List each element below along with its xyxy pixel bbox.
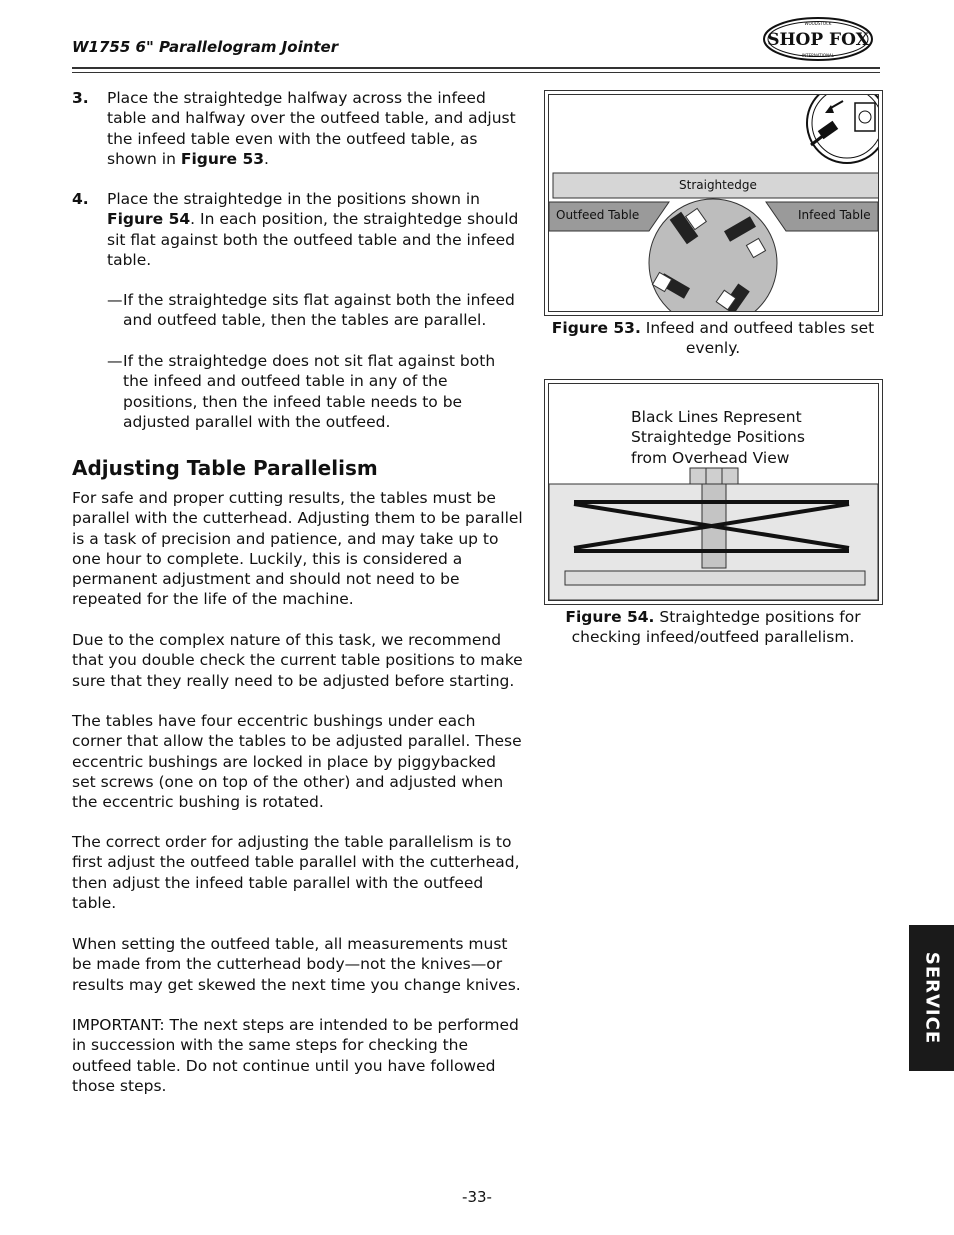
page-number: -33- [462, 1188, 492, 1206]
figure-53-caption [548, 318, 878, 359]
bullet-text: If the straightedge does not sit flat against both the infeed and outfeed table in any of the positions, then the infeed table needs to be adjusted parallel with the outfeed. [123, 352, 496, 431]
figure-54-illustration [548, 383, 879, 601]
section-tab-service [909, 925, 954, 1071]
figure-54-caption [560, 607, 866, 648]
step-text: Place the straightedge halfway across the infeed table and halfway over the outfeed table, and adjust the infeed table even with the outfeed table, as shown in [107, 89, 516, 168]
straightedge-label: Straightedge [679, 178, 757, 192]
step-number: 3. [72, 89, 89, 107]
header-rule-thin [72, 72, 880, 73]
section-heading: Adjusting Table Parallelism [72, 456, 378, 480]
dash-mark: — [107, 352, 123, 370]
note-line: Black Lines Represent [631, 408, 802, 426]
note-line: Straightedge Positions [631, 428, 805, 447]
section-tab-label: SERVICE [921, 951, 942, 1045]
step-4 [72, 189, 524, 270]
caption-text: Infeed and outfeed tables set evenly. [645, 319, 875, 358]
figure-54-frame [544, 379, 883, 605]
document-title: W1755 6" Parallelogram Jointer [72, 38, 339, 56]
figure-reference: Figure 54 [107, 210, 191, 229]
paragraph: The tables have four eccentric bushings under each corner that allow the tables to be adjusted parallel. These eccentric bushings are locked in place by piggybacked set screws (one on top of the other) and adjusted when the eccentric bushing is rotated. [72, 712, 522, 812]
header-rule [72, 67, 880, 69]
caption-ref: Figure 53. [551, 319, 641, 337]
note-line: from Overhead View [631, 448, 790, 467]
svg-text:INTERNATIONAL: INTERNATIONAL [801, 53, 835, 58]
step-number: 4. [72, 190, 89, 208]
paragraph: The correct order for adjusting the table parallelism is to first adjust the outfeed table parallel with the cutterhead, then adjust the infeed table parallel with the outfeed table. [72, 833, 520, 912]
caption-ref: Figure 54. [565, 608, 655, 626]
bullet-text: If the straightedge sits flat against both the infeed and outfeed table, then the tables are parallel. [123, 291, 515, 330]
result-bullet [107, 290, 524, 331]
paragraph: For safe and proper cutting results, the tables must be parallel with the cutterhead. Adjusting them to be parallel is a task of precision and patience, and may take up to one hour to complete. Luckily, this is considered a permanent adjustment and should not need to be repeated for the life of the machine. [72, 489, 523, 609]
outfeed-table-label: Outfeed Table [556, 208, 640, 222]
step-3 [72, 88, 524, 169]
infeed-table-label: Infeed Table [798, 208, 871, 222]
svg-text:WOODSTOCK: WOODSTOCK [804, 21, 832, 26]
paragraph: When setting the outfeed table, all measurements must be made from the cutterhead body—not the knives—or results may get skewed the next time you change knives. [72, 935, 521, 994]
dash-mark: — [107, 291, 123, 309]
figure-54-note [631, 407, 805, 468]
step-text: Place the straightedge in the positions shown in [107, 190, 481, 208]
step-text-end: . [264, 149, 269, 168]
shop-fox-logo [762, 16, 874, 62]
step-text-end: . In each position, the straightedge should sit flat against both the outfeed table and the infeed table. [107, 210, 519, 269]
figure-reference: Figure 53 [180, 149, 265, 168]
paragraph: IMPORTANT: The next steps are intended to be performed in succession with the same steps for checking the outfeed table. Do not continue until you have followed those steps. [72, 1016, 519, 1095]
svg-text:SHOP FOX: SHOP FOX [767, 30, 869, 50]
figure-53-frame [544, 90, 883, 316]
result-bullet [107, 351, 524, 432]
paragraph: Due to the complex nature of this task, we recommend that you double check the current table positions to make sure that they really need to be adjusted before starting. [72, 631, 523, 690]
figure-53-illustration [548, 94, 879, 312]
caption-text: Straightedge positions for checking infeed/outfeed parallelism. [571, 608, 861, 647]
